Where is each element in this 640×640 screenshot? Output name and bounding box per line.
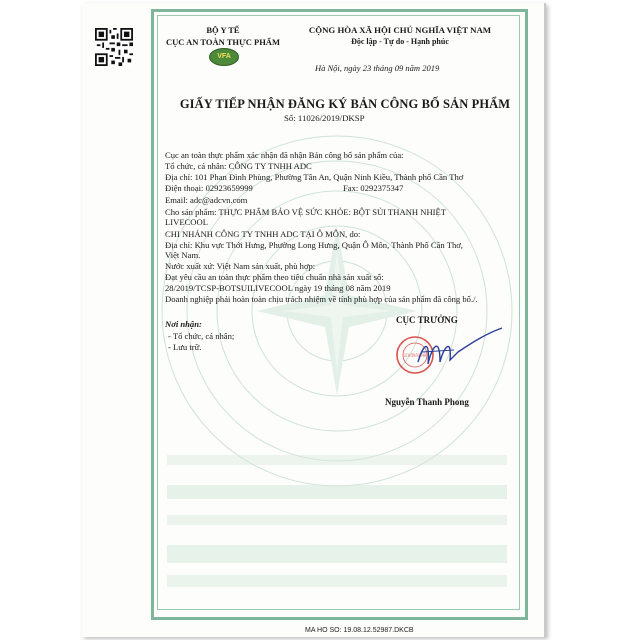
standard-line-1: Đạt yêu cầu an toàn thực phẩm theo tiêu chuẩn nhà sản xuất số:: [165, 272, 384, 282]
stamp-text: CỤC AN TOÀN THỰC PHẨM: [404, 354, 465, 359]
responsibility-line: Doanh nghiệp phải hoàn toàn chịu trách nhiệm về tính phù hợp của sản phẩm đã công bố./.: [165, 294, 478, 304]
document-number: Số: 11026/2019/DKSP: [284, 113, 365, 123]
national-motto: Độc lập - Tự do - Hạnh phúc: [351, 37, 449, 46]
handwritten-signature: [410, 322, 505, 377]
agency-name: CỤC AN TOÀN THỰC PHẨM: [166, 37, 280, 47]
recipients-heading: Nơi nhận:: [165, 319, 202, 329]
logo-text: VFA: [217, 53, 231, 60]
manufacturer-address-2: Việt Nam.: [165, 250, 201, 260]
origin-line: Nước xuất xứ: Việt Nam sản xuất, phù hợp:: [165, 261, 316, 271]
manufacturer-suffix: , do:: [345, 229, 361, 239]
product-line-2: LIVECOOL: [165, 217, 208, 227]
recipient-item-1: - Tổ chức, cá nhân;: [168, 331, 235, 341]
document-title: GIẤY TIẾP NHẬN ĐĂNG KÝ BẢN CÔNG BỐ SẢN PHẨM: [179, 97, 511, 111]
intro-line: Cục an toàn thực phẩm xác nhận đã nhận Bản công bố sản phẩm của:: [165, 150, 404, 160]
recipient-item-2: - Lưu trữ.: [168, 342, 202, 352]
ministry-name: BỘ Y TẾ: [206, 25, 240, 35]
manufacturer-name: CHI NHÁNH CÔNG TY TNHH ADC TẠI Ô MÔN: [165, 229, 346, 239]
email-line: Email: adc@adcvn.com: [165, 195, 248, 205]
country-name: CỘNG HÒA XÃ HỘI CHỦ NGHĨA VIỆT NAM: [308, 25, 492, 35]
vfa-logo: [209, 48, 239, 66]
signatory-name: Nguyễn Thanh Phong: [385, 397, 469, 407]
record-code: MA HO SO: 19.08.12.52987.DKCB: [305, 627, 414, 634]
address-line: Địa chỉ: 101 Phan Đình Phùng, Phường Tân An, Quận Ninh Kiều, Thành phố Cần Thơ: [165, 172, 464, 182]
organization-line: Tổ chức, cá nhân: CÔNG TY TNHH ADC: [165, 161, 312, 171]
standard-line-2: 28/2019/TCSP-BOTSUILIVECOOL ngày 19 tháng 08 năm 2019: [165, 283, 391, 293]
qr-code: [94, 28, 134, 66]
product-line-1: Cho sản phẩm: THỰC PHẨM BẢO VỆ SỨC KHỎE: BỘT SỦI THANH NHIỆT: [165, 207, 447, 217]
manufacturer-line: [165, 229, 360, 239]
fax-line: Fax: 0292375347: [343, 183, 404, 193]
manufacturer-address-1: Địa chỉ: Khu vực Thới Hưng, Phường Long Hưng, Quận Ô Môn, Thành Phố Cần Thơ,: [165, 240, 463, 250]
place-date: Hà Nội, ngày 23 tháng 09 năm 2019: [315, 63, 440, 73]
signatory-title: CỤC TRƯỞNG: [396, 315, 458, 325]
phone-line: Điện thoại: 02923659999: [165, 183, 253, 193]
